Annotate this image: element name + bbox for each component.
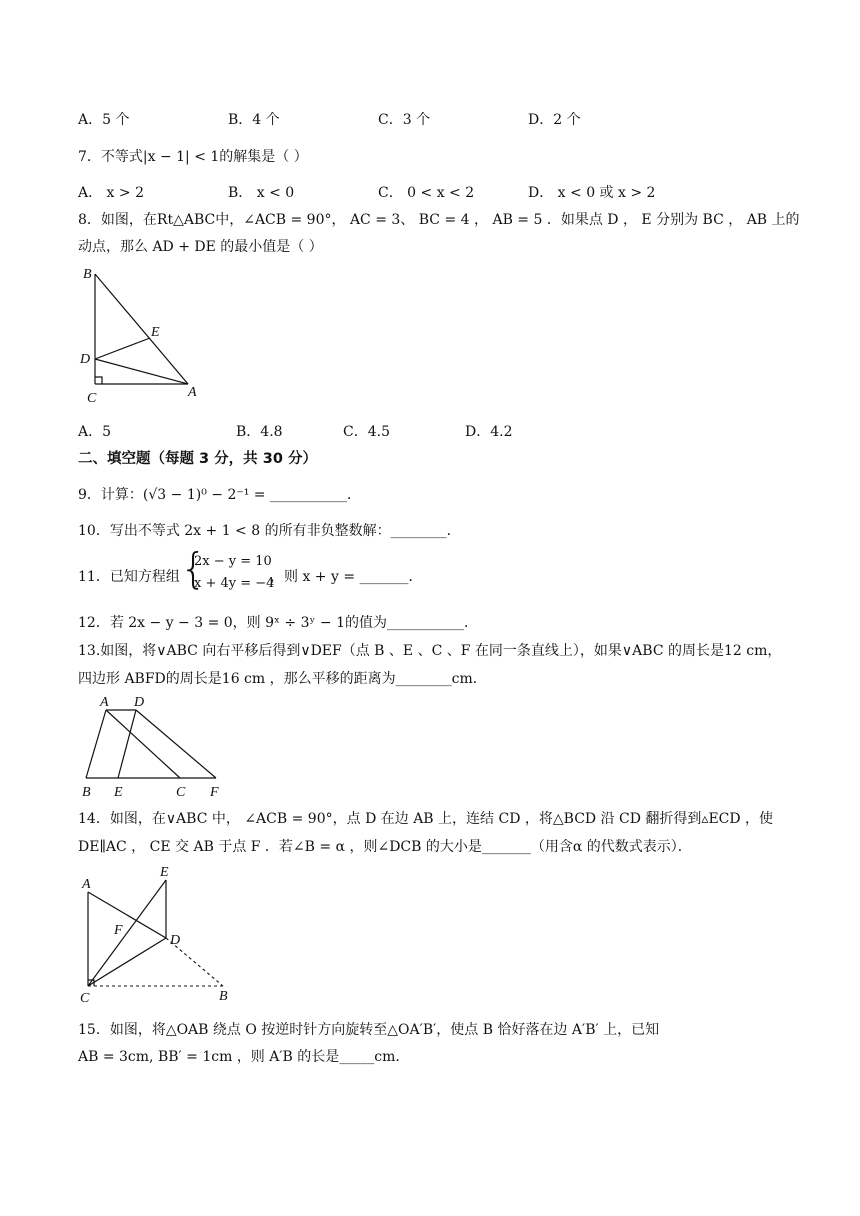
- q8-question-line2: 动点，那么 AD + DE 的最小值是（ ）: [78, 239, 323, 255]
- q9-question: 9．计算：(√3 − 1)⁰ − 2⁻¹ = ___________．: [78, 487, 361, 503]
- q15-question-line2: AB = 3cm, BB′ = 1cm ，则 A′B 的长是_____cm．: [78, 1049, 410, 1065]
- q8-option-d: D．4.2: [465, 424, 513, 440]
- q11-suffix: ，则 x + y = _______．: [270, 569, 423, 585]
- q13-label-a: A: [100, 695, 109, 710]
- q13-question-line1: 13.如图，将∨ABC 向右平移后得到∨DEF（点 B 、E 、C 、F 在同一条直线上），如果∨ABC 的周长是12 cm，: [78, 643, 782, 659]
- q12-question: 12．若 2x − y − 3 = 0，则 9ˣ ÷ 3ʸ − 1的值为___________．: [78, 615, 478, 631]
- q13-label-c: C: [176, 785, 186, 800]
- q14-question-line2: DE∥AC ， CE 交 AB 于点 F ．若∠B = α ，则∠DCB 的大小是_______（用含α 的代数式表示）．: [78, 839, 692, 855]
- q13-label-d: D: [134, 695, 145, 710]
- q13-label-b: B: [82, 785, 91, 800]
- q13-label-e: E: [114, 785, 123, 800]
- q13-label-f: F: [210, 785, 219, 800]
- section2-title: 二、填空题（每题 3 分，共 30 分）: [78, 451, 317, 467]
- q14-label-b: B: [219, 989, 228, 1004]
- q15-question-line1: 15．如图，将△OAB 绕点 O 按逆时针方向旋转至△OA′B′，使点 B 恰好落在边 A′B′ 上，已知: [78, 1022, 660, 1038]
- q8-figure: [78, 262, 208, 407]
- q14-label-d: D: [170, 933, 181, 948]
- q6-option-d: D．2 个: [528, 112, 581, 128]
- q14-label-a: A: [82, 877, 91, 892]
- q11-eq1: 2x − y = 10: [194, 554, 272, 569]
- q7-option-c: C． 0 < x < 2: [378, 185, 475, 201]
- q6-option-a: A．5 个: [78, 112, 130, 128]
- q11-eq2: x + 4y = −4: [194, 576, 275, 591]
- q8-option-a: A．5: [78, 424, 112, 440]
- q10-question: 10．写出不等式 2x + 1 < 8 的所有非负整数解：________．: [78, 523, 461, 539]
- q6-option-c: C．3 个: [378, 112, 431, 128]
- q7-option-d: D． x < 0 或 x > 2: [528, 185, 656, 201]
- q11-prefix: 11．已知方程组: [78, 569, 180, 585]
- q8-label-b: B: [83, 267, 92, 282]
- q8-option-c: C．4.5: [343, 424, 390, 440]
- q14-label-e: E: [160, 865, 169, 880]
- q7-option-b: B． x < 0: [228, 185, 295, 201]
- q14-label-f: F: [114, 923, 123, 938]
- q11-brace: {: [180, 544, 207, 593]
- q14-label-c: C: [80, 991, 90, 1006]
- q7-option-a: A． x > 2: [78, 185, 144, 201]
- q14-figure: [78, 860, 248, 1010]
- q13-question-line2: 四边形 ABFD的周长是16 cm ，那么平移的距离为________cm．: [78, 671, 487, 687]
- q13-figure: [78, 692, 238, 802]
- q7-question: 7．不等式|x − 1| < 1的解集是（ ）: [78, 149, 308, 165]
- q14-question-line1: 14．如图，在∨ABC 中， ∠ACB = 90°，点 D 在边 AB 上，连结 CD ，将△BCD 沿 CD 翻折得到▵ECD ，使: [78, 811, 774, 827]
- q8-option-b: B．4.8: [236, 424, 283, 440]
- q8-label-e: E: [151, 325, 160, 340]
- q8-label-a: A: [188, 385, 197, 400]
- q8-label-c: C: [87, 391, 97, 406]
- q6-option-b: B．4 个: [228, 112, 280, 128]
- q8-question-line1: 8．如图，在Rt△ABC中，∠ACB = 90°， AC = 3、 BC = 4 ， AB = 5 ．如果点 D ， E 分别为 BC ， AB 上的: [78, 212, 800, 228]
- q8-label-d: D: [80, 352, 91, 367]
